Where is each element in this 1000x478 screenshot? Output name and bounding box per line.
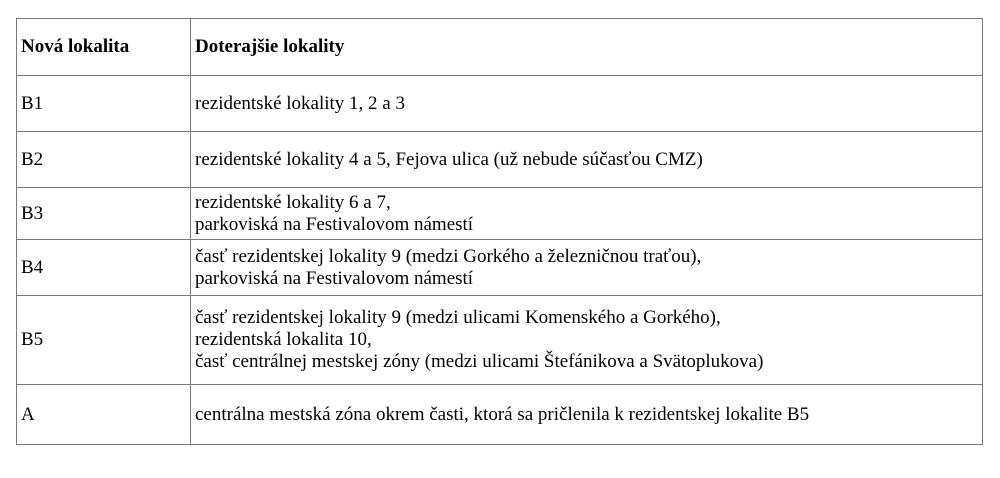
table-row: [17, 132, 983, 188]
description-line: parkoviská na Festivalovom námestí: [195, 267, 474, 289]
cell-description: [191, 132, 983, 188]
description-line: parkoviská na Festivalovom námestí: [195, 213, 474, 235]
table-row: [17, 188, 983, 240]
cell-code: B3: [17, 188, 191, 240]
locality-table: [16, 18, 983, 445]
description-line: časť rezidentskej lokality 9 (medzi ulicami Komenského a Gorkého),: [195, 307, 721, 328]
cell-code: A: [17, 385, 191, 445]
description-line: centrálna mestská zóna okrem časti, ktorá sa pričlenila k rezidentskej lokalite B5: [195, 403, 810, 425]
cell-description: [191, 385, 983, 445]
cell-description: [191, 76, 983, 132]
description-line: časť rezidentskej lokality 9 (medzi Gorkého a železničnou traťou),: [195, 245, 702, 267]
description-line: rezidentské lokality 4 a 5, Fejova ulica (už nebude súčasťou CMZ): [195, 148, 703, 170]
table-header-row: [17, 19, 983, 76]
cell-description: [191, 188, 983, 240]
cell-code: B5: [17, 296, 191, 385]
cell-description: [191, 296, 983, 385]
description-line: rezidentské lokality 6 a 7,: [195, 191, 391, 213]
table-row: [17, 296, 983, 385]
description-line: časť centrálnej mestskej zóny (medzi ulicami Štefánikova a Svätoplukova): [195, 351, 764, 372]
table-row: [17, 76, 983, 132]
header-new-locality: Nová lokalita: [17, 19, 191, 76]
cell-code: B4: [17, 240, 191, 296]
cell-code: B2: [17, 132, 191, 188]
description-line: rezidentská lokalita 10,: [195, 329, 372, 350]
description-line: rezidentské lokality 1, 2 a 3: [195, 92, 405, 114]
cell-code: B1: [17, 76, 191, 132]
table-row: [17, 385, 983, 445]
table-row: [17, 240, 983, 296]
cell-description: [191, 240, 983, 296]
header-previous-localities: Doterajšie lokality: [191, 19, 983, 76]
